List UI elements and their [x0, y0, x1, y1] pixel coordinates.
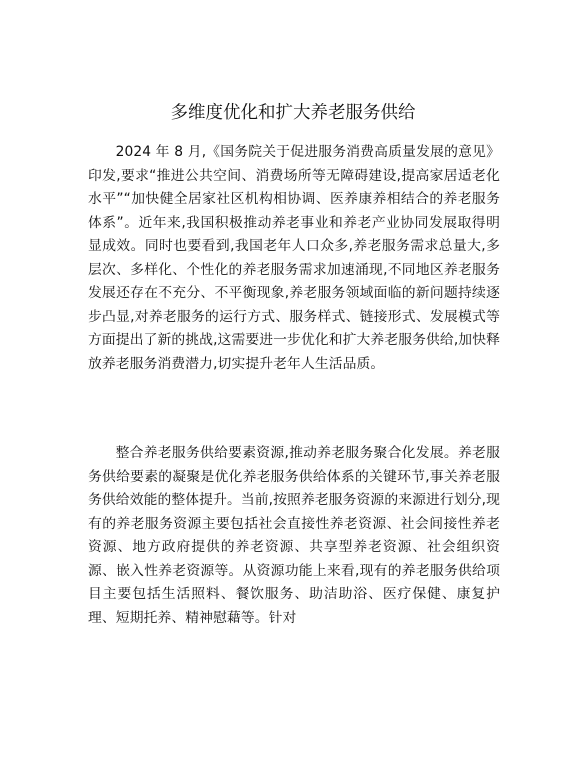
paragraph-2: 整合养老服务供给要素资源,推动养老服务聚合化发展。养老服务供给要素的凝聚是优化养老服务供给体系的关键环节,事关养老服务供给效能的整体提升。当前,按照养老服务资源的来源进行划分,现有的养老服务资源主要包括社会直接性养老资源、社会间接性养老资源、地方政府提供的养老资源、共享型养老资源、社会组织资源、嵌入性养老资源等。从资源功能上来看,现有的养老服务供给项目主要包括生活照料、餐饮服务、助洁助浴、医疗保健、康复护理、短期托养、精神慰藉等。针对: [88, 445, 500, 626]
paragraph-1: 2024 年 8 月,《国务院关于促进服务消费高质量发展的意见》印发,要求“推进公共空间、消费场所等无障碍建设,提高家居适老化水平”“加快健全居家社区机构相协调、医养康养相结合的养老服务体系”。近年来,我国积极推动养老事业和养老产业协同发展取得明显成效。同时也要看到,我国老年人口众多,养老服务需求总量大,多层次、多样化、个性化的养老服务需求加速涌现,不同地区养老服务发展还存在不充分、不平衡现象,养老服务领域面临的新问题持续逐步凸显,对养老服务的运行方式、服务样式、链接形式、发展模式等方面提出了新的挑战,这需要进一步优化和扩大养老服务供给,加快释放养老服务消费潜力,切实提升老年人生活品质。: [88, 144, 500, 372]
article-title: 多维度优化和扩大养老服务供给: [170, 103, 416, 123]
